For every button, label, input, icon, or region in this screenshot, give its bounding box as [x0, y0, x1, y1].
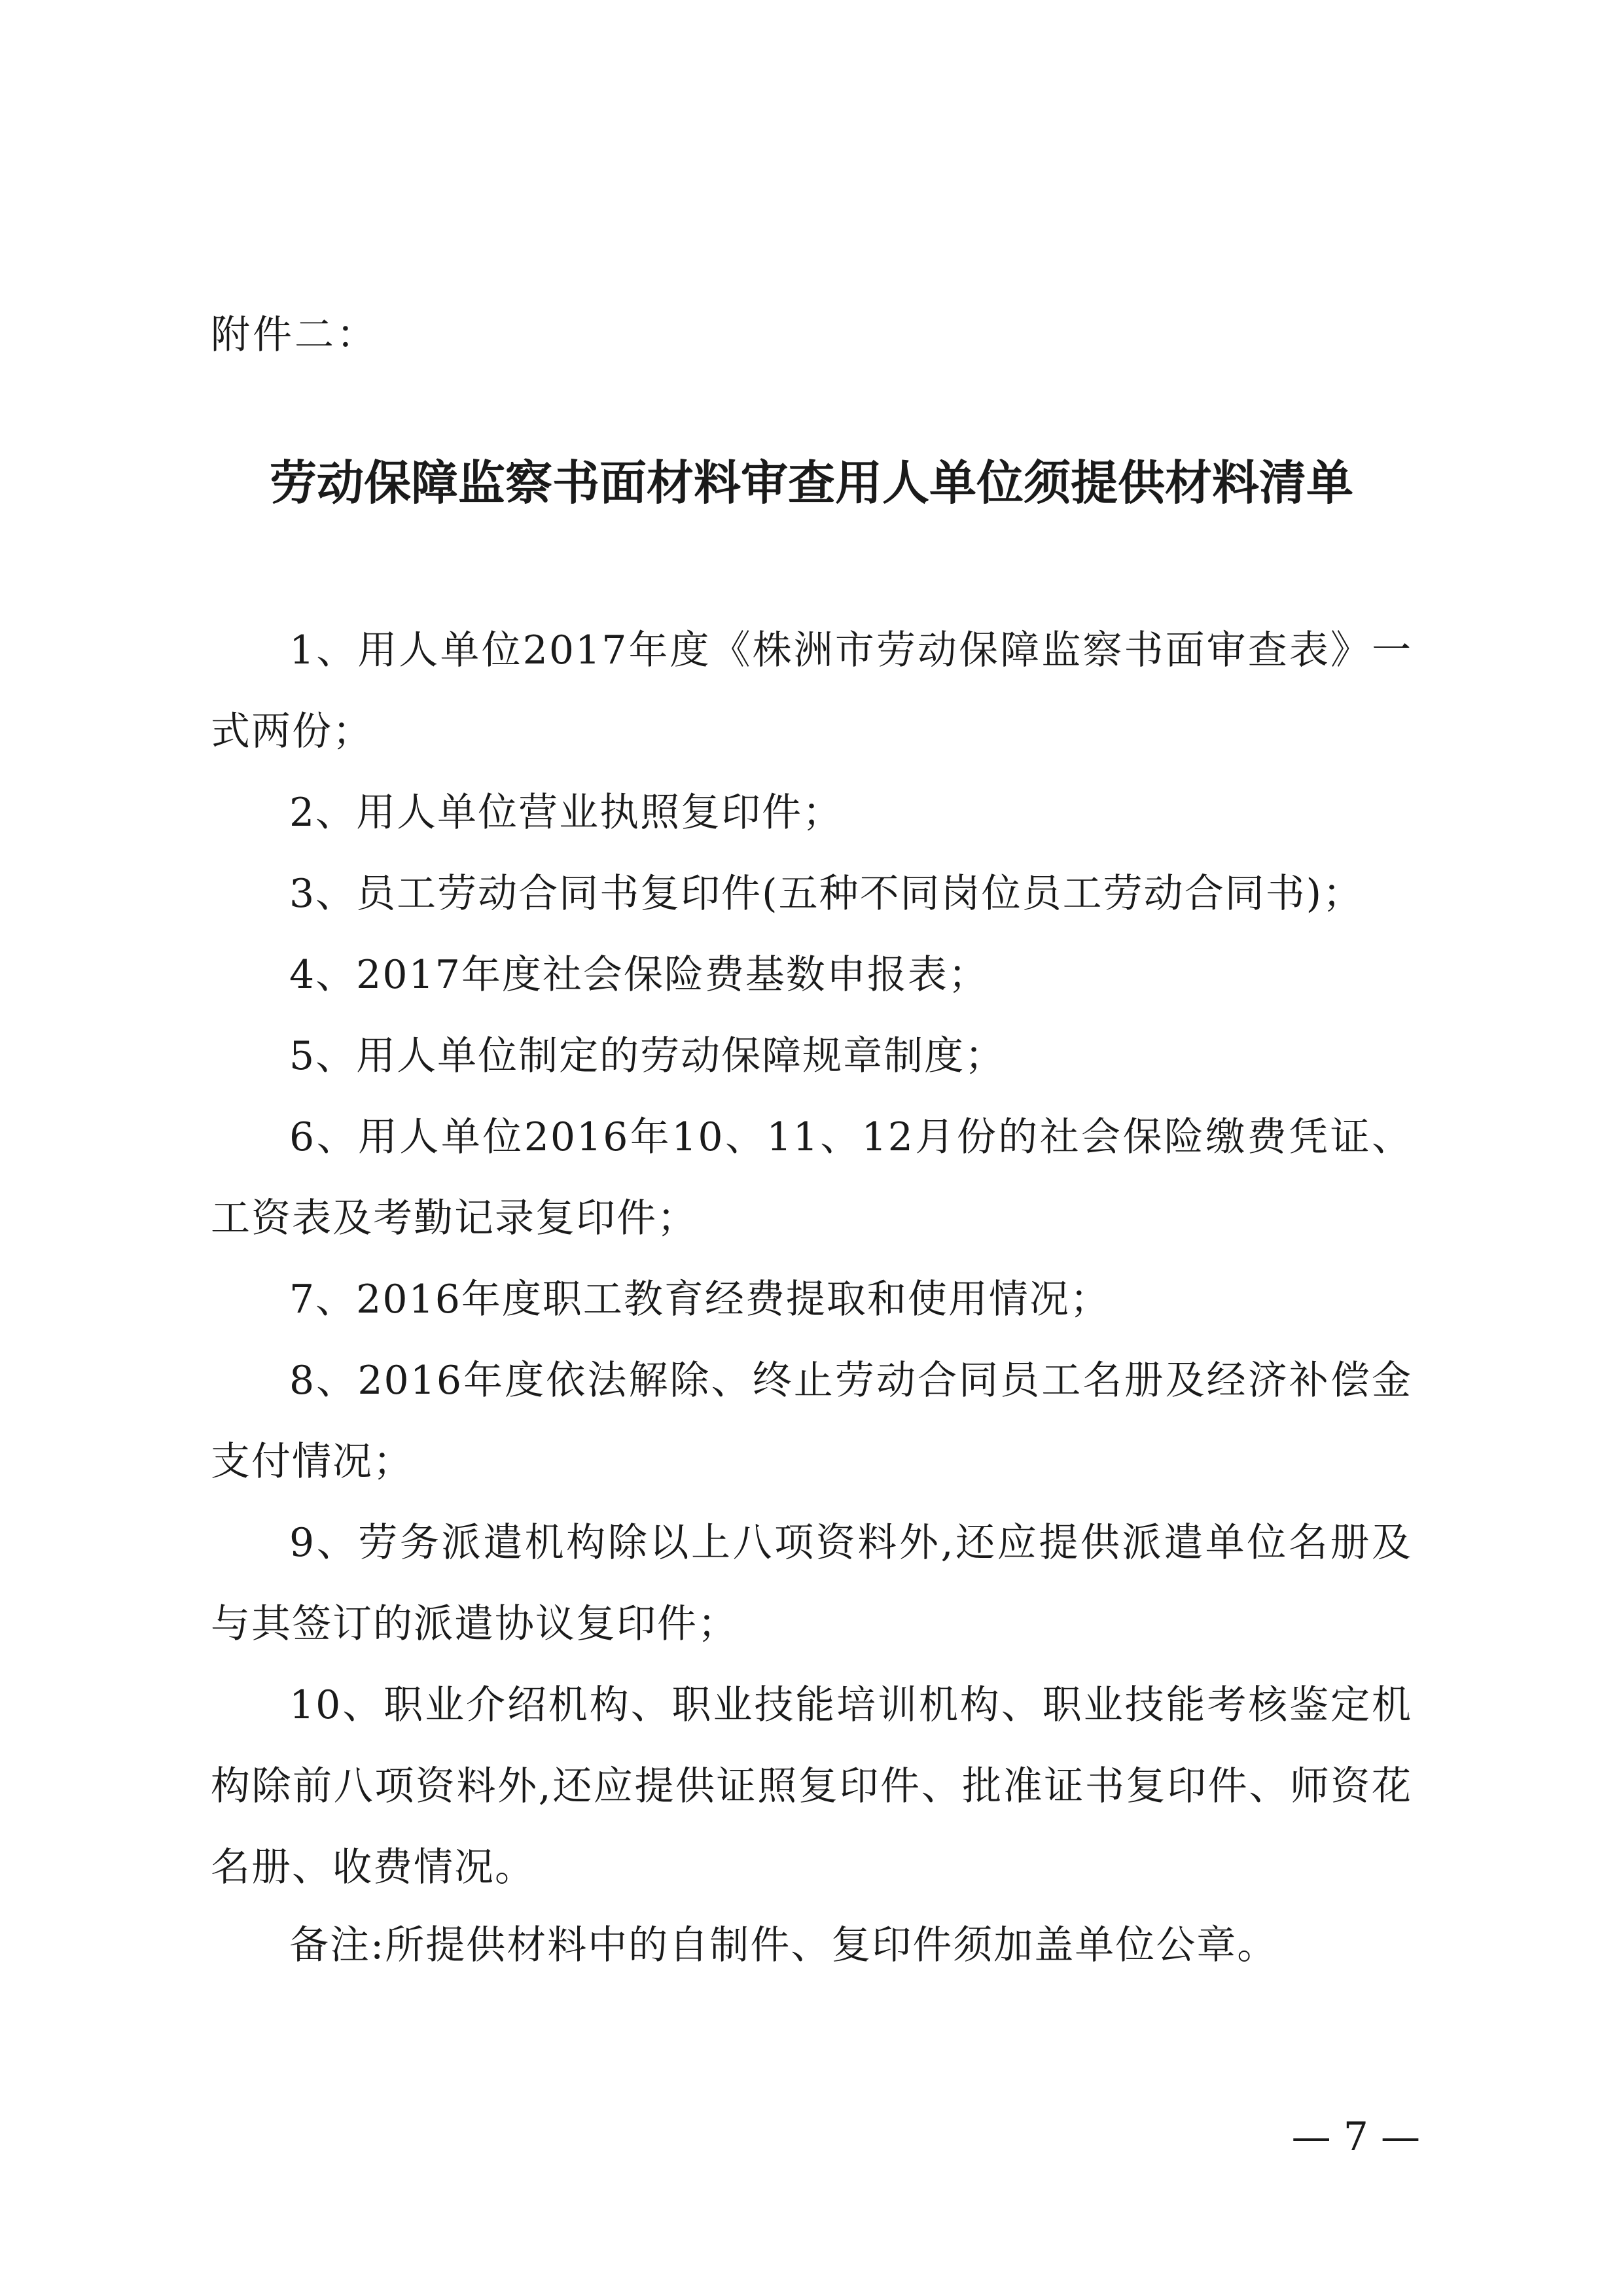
note: 备注:所提供材料中的自制件、复印件须加盖单位公章。: [289, 1922, 1278, 1968]
list-item: 6、用人单位2016年10、11、12月份的社会保险缴费凭证、工资表及考勤记录复印件；: [211, 1114, 1412, 1241]
list-item: 3、员工劳动合同书复印件(五种不同岗位员工劳动合同书)；: [289, 871, 1363, 917]
list-item: 10、职业介绍机构、职业技能培训机构、职业技能考核鉴定机构除前八项资料外,还应提供证照复印件、批准证书复印件、师资花名册、收费情况。: [211, 1682, 1412, 1890]
document-title: 劳动保障监察书面材料审查用人单位须提供材料清单: [269, 455, 1353, 510]
list-item: 9、劳务派遣机构除以上八项资料外,还应提供派遣单位名册及与其签订的派遣协议复印件；: [211, 1520, 1412, 1647]
list-item: 8、2016年度依法解除、终止劳动合同员工名册及经济补偿金支付情况；: [211, 1358, 1412, 1485]
list-item: 1、用人单位2017年度《株洲市劳动保障监察书面审查表》一式两份；: [211, 627, 1412, 754]
list-item: 5、用人单位制定的劳动保障规章制度；: [289, 1033, 1006, 1079]
page-number: — 7 —: [1291, 2114, 1420, 2160]
attachment-label: 附件二：: [211, 312, 378, 358]
list-item: 2、用人单位营业执照复印件；: [289, 790, 844, 836]
material-list: [211, 610, 1412, 1908]
list-item: 4、2017年度社会保险费基数申报表；: [289, 952, 989, 998]
list-item: 7、2016年度职工教育经费提取和使用情况；: [289, 1277, 1111, 1322]
